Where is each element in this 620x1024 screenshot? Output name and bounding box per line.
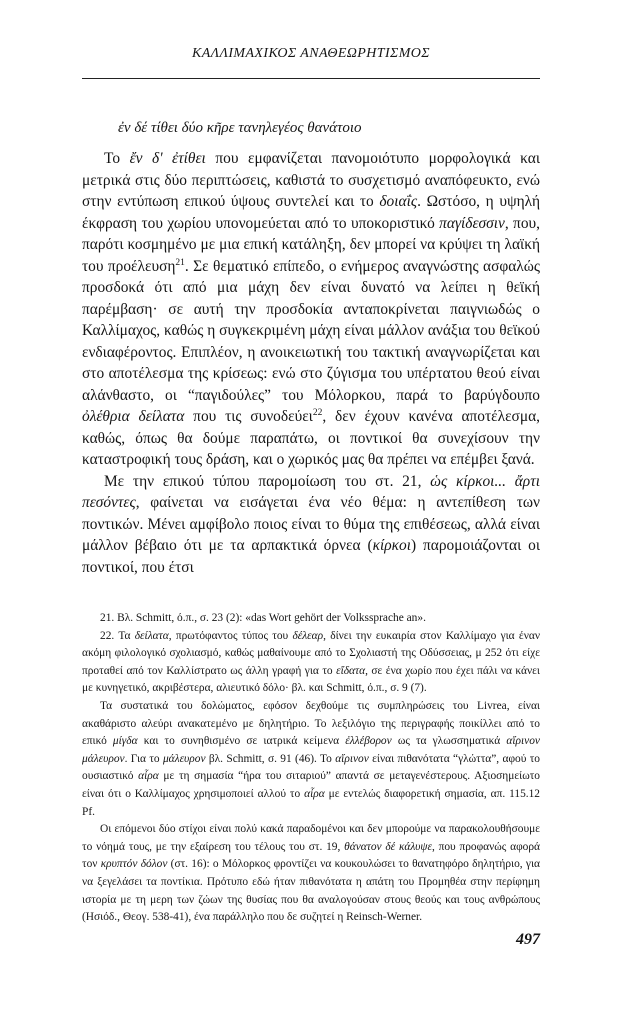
quoted-verse: ἐν δέ τίθει δύο κῆρε τανηλεγέος θανάτοιο [118,120,362,136]
text-run: . Ωστόσο, η υψηλή έκφραση του χωρίου υπονομεύεται από το υποκοριστικό [82,193,540,232]
italic-run: θάνατον δέ κάλυψε [344,840,432,853]
text-run: Τα συστατικά του δολώματος, εφόσον δεχθούμε τις συμπληρώσεις του Livrea, είναι ακαθάριστο αλεύρι ανακατεμένο με δηλητήριο. Το λεξιλόγιο της περιγραφής ποικίλλει από το επικό [82,699,540,748]
italic-run: κίρκοι [372,537,411,554]
italic-run: αἴρινον [335,752,369,765]
text-run: , σε ένα χωρίο που έχει πάλι να κάνει με κυνηγετικό, ακριβέστερα, αλιευτικό δόλο· βλ. και Schmitt, ό.π., σ. 9 (7). [82,664,540,695]
footnote-number: 22. [100,629,115,642]
page-number: 497 [516,931,540,948]
text-run: , δίνει την ευκαιρία στον Καλλίμαχο για έναν ακόμη φιλολογικό σχολιασμό, καθώς μαθαίνουμε από το Σχολιαστή της Οδύσσειας, μ 252 ότι είχε προταθεί από τον Καλλίστρατο ως άλλη γραφή για το [82,629,540,677]
italic-run: ὡς κίρκοι... ἄρτι πεσόντες [82,472,540,511]
italic-run: δοιαΐς [379,193,418,210]
text-run: , που προφανώς αφορά τον [82,840,540,871]
running-title: ΚΑΛΛΙΜΑΧΙΚΟΣ ΑΝΑΘΕΩΡΗΤΙΣΜΟΣ [191,46,431,61]
running-header [82,46,540,62]
italic-run: ἔν δ' ἐτίθει [129,150,206,167]
text-run: με τη σημασία “ήρα του σιταριού” απαντά σε μεταγενέστερους. Αξιοσημείωτο είναι ότι ο Καλλίμαχος χρησιμοποιεί αλλού το [82,770,540,800]
text-run: Βλ. Schmitt, ό.π., σ. 23 (2): «das Wort gehört der Volkssprache an». [114,612,426,624]
text-run: με εντελώς διαφορετική σημασία, απ. 115.12 Pf. [82,787,540,818]
italic-run: αἶρα [138,770,159,783]
text-run: Τα [114,629,135,642]
text-run: Το [104,150,130,167]
text-run: , φαίνεται να εισάγεται ένα νέο θέμα: η αντεπίθεση των ποντικών. Μένει αμφίβολο ποιος είναι το θύμα της επιθέσεως, αλλά είναι μάλλον βέβαιο ότι με τα αρπακτικά όρνεα ( [82,494,540,554]
text-run: βλ. Schmitt, σ. 91 (46). Το [205,752,336,765]
footnote-21 [82,610,540,628]
text-run: Με την επικού τύπου παρομοίωση του στ. 21, [104,472,431,490]
header-rule [82,78,540,79]
italic-run: μάλευρον [162,752,206,765]
footnote-ref-21[interactable]: 21 [175,257,185,268]
text-run: (στ. 16): ο Μόλορκος φροντίζει να κουκουλώσει το θανατηφόρο δηλητήριο, για να ξεγελάσει τα ποντίκια. Πρότυπο εδώ ήταν πιθανότατα η απάτη του Προμηθέα στην περίφημη ιστορία με τη μερη των ζώων της θυσίας που θα αναλογούσαν στους θεούς και τους ανθρώπους (Ησιόδ., Θεογ. 538-41), ένα παράλληλο που δε συζητεί η Reinsch-Werner. [82,858,540,924]
main-text [82,148,540,578]
text-run: . Σε θεματικό επίπεδο, ο ενήμερος αναγνώστης ασφαλώς προσδοκά ότι από μια μάχη δεν είναι δυνατό να λείπει η θεϊκή παρέμβαση· σε αυτή την προσδοκία ανταποκρίνεται παιγνιωδώς ο Καλλίμαχος, καθώς η συγκεκριμένη μάχη είναι μάλλον ανάξια του θεϊκού ενδιαφέροντος. Επιπλέον, η ανοικειωτική του τακτική αναγνωρίζεται και στο αποτέλεσμα της κρίσεως: ενώ στο ζύγισμα του υπέρτατου θεού είναι αλάνθαστο, οι “παγιδούλες” του Μόλορκου, παρά το βαρύγδουπο [82,257,540,404]
text-run: , δεν έχουν κανένα αποτέλεσμα, καθώς, όπως θα δούμε παραπάτω, οι ποντικοί θα συνεχίσουν την καταστροφική τους δράση, και ο χωρικός μας θα πρέπει να επέμβει ξανά. [82,408,541,468]
italic-run: αἴρινον μάλευρον [82,735,540,765]
italic-run: ἐλλέβορον [345,735,392,748]
text-run: ως τα γλωσσηματικά [391,735,507,748]
footnote-22-continued [82,698,540,821]
italic-run: εἴδατα [336,664,366,677]
text-run: ) παρομοιάζονται οι ποντικοί, που έτσι [82,537,540,576]
footnotes [82,610,540,927]
footnote-22-final [82,821,540,927]
paragraph-1 [82,148,540,471]
text-run: . Για το [124,752,163,765]
footnote-number: 21. [100,612,115,624]
italic-run: δέλεαρ [292,629,324,642]
text-run: , πρωτόφαντος τύπος του [168,629,293,642]
text-run: , που, παρότι κοσμημένο με μια επική κατάληξη, δεν μπορεί να κρύψει τη λαϊκή του προέλευση [82,214,540,275]
italic-run: παγίδεσσιν [439,214,505,232]
italic-run: μίγδα [112,735,138,748]
text-run: που τις συνοδεύει [184,408,313,425]
text-run: είναι πιθανότατα “γλώττα”, αφού το ουσιαστικό [82,752,540,783]
italic-run: κρυπτόν δόλον [100,858,168,871]
text-run: Οι επόμενοι δύο στίχοι είναι πολύ κακά παραδομένοι και δεν μπορούμε να παρακολουθήσουμε το νόημά τους, με την εξαίρεση του τέλους του στ. 19, [82,823,540,853]
italic-run: δείλατα [134,629,169,642]
italic-run: ὀλέθρια δείλατα [82,408,185,425]
italic-run: αἶρα [304,787,325,800]
footnote-22 [82,628,540,698]
footnote-ref-22[interactable]: 22 [312,407,323,418]
text-run: που εμφανίζεται πανομοιότυπο μορφολογικά και μετρικά στις δύο περιπτώσεις, καθιστά το συσχετισμό αναπόφευκτο, ενώ στην εντύπωση επικού ύψους συντελεί και το [82,150,540,210]
text-run: και το συνηθισμένο σε ιατρικά κείμενα [137,735,346,748]
paragraph-2 [82,471,540,579]
